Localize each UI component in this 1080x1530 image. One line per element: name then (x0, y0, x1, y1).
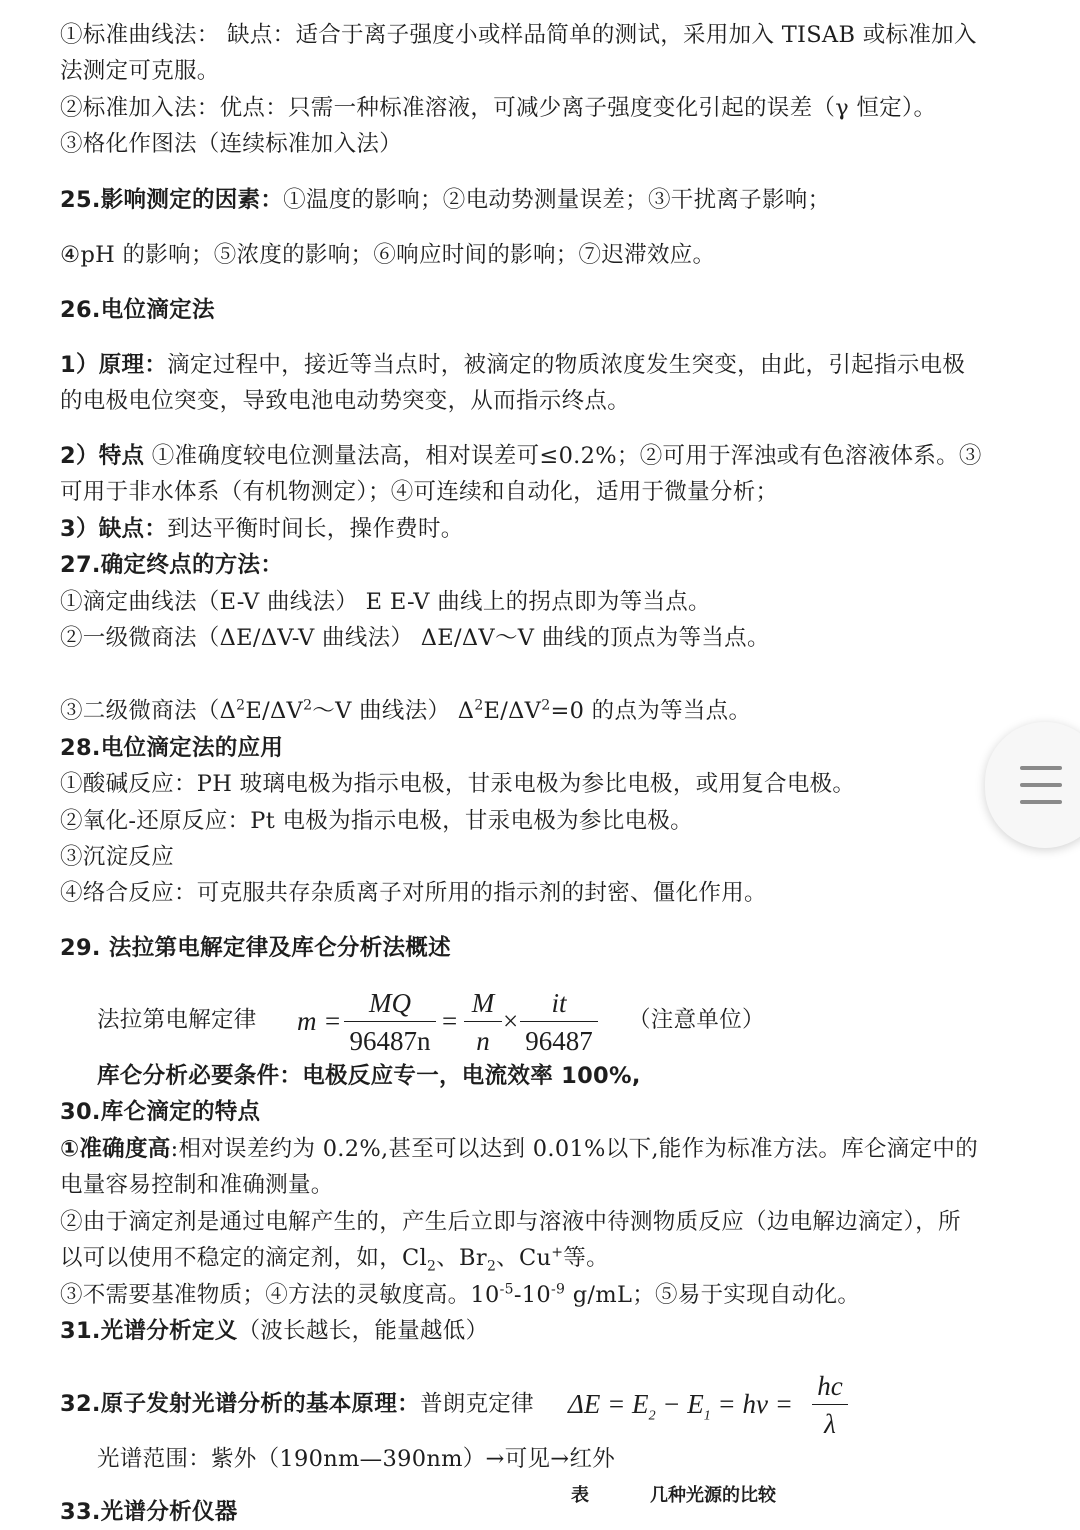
label: 1）原理： (60, 352, 168, 378)
menu-icon-bar (1020, 800, 1062, 804)
denominator: λ (824, 1409, 836, 1439)
heading-text: 30.库仑滴定的特点 (60, 1099, 261, 1125)
section-heading (60, 730, 283, 766)
text-line (60, 1131, 978, 1167)
fraction-it (520, 985, 598, 1060)
coulometry-condition (97, 1058, 641, 1094)
paragraph-drawbacks (60, 511, 464, 547)
text-line: ③不需要基准物质；④方法的灵敏度高。$10^{-5}-10^{-9}$ g/mL；⑤易于实现自动化。 (60, 1281, 861, 1308)
text: ①准确度较电位测量法高，相对误差可≤0.2%；②可用于浑浊或有色溶液体系。③ (144, 443, 982, 469)
text-line: ③沉淀反应 (60, 844, 175, 870)
section-heading (60, 1494, 238, 1530)
section-heading (60, 930, 451, 966)
section-32 (60, 1386, 534, 1422)
text: ①温度的影响；②电动势测量误差；③干扰离子影响； (283, 187, 831, 213)
label: 3）缺点： (60, 516, 168, 542)
menu-icon-bar (1020, 783, 1062, 787)
text-line: 可用于非水体系（有机物测定）；④可连续和自动化，适用于微量分析； (60, 479, 779, 505)
section-heading (60, 547, 283, 583)
text-line: ①酸碱反应：PH 玻璃电极为指示电极，甘汞电极为参比电极，或用复合电极。 (60, 771, 856, 797)
fraction-hc-lambda (812, 1368, 848, 1443)
text: 到达平衡时间长，操作费时。 (167, 516, 464, 542)
denominator: 96487n (349, 1026, 431, 1056)
section-heading (60, 292, 215, 328)
formula-note: （注意单位） (628, 1007, 765, 1033)
section-heading: 25.影响测定的因素： (60, 187, 284, 213)
text: 普朗克定律 (419, 1391, 534, 1417)
fraction-mq (344, 985, 436, 1060)
section-heading: 31.光谱分析定义 (60, 1318, 238, 1344)
denominator: 96487 (525, 1026, 593, 1056)
numerator: it (520, 985, 598, 1022)
text-line: 法测定可克服。 (60, 58, 220, 84)
text: :相对误差约为 0.2%,甚至可以达到 0.01%以下,能作为标准方法。库仑滴定中的 (170, 1136, 978, 1162)
numerator: M (464, 985, 502, 1022)
text-line: 以可以使用不稳定的滴定剂，如，$Cl_2$、$Br_2$、Cu+等。 (60, 1244, 609, 1275)
fraction-mn (464, 985, 502, 1060)
text-line: ②由于滴定剂是通过电解产生的，产生后立即与溶液中待测物质反应（边电解边滴定），所 (60, 1209, 961, 1235)
heading-text: 33.光谱分析仪器 (60, 1499, 238, 1525)
times-sign: × (503, 1006, 519, 1036)
heading-text: 29. 法拉第电解定律及库仑分析法概述 (60, 935, 451, 961)
text-line: ③二级微商法（$\Delta^2E/\Delta V^2\sim V$ 曲线法） $\Delta^2E/\Delta V^2=0$ 的点为等当点。 (60, 697, 752, 724)
text-line: ②标准加入法：优点：只需一种标准溶液，可减少离子强度变化引起的误差（γ 恒定）。 (60, 95, 937, 121)
text-line: ④pH 的影响；⑤浓度的影响；⑥响应时间的影响；⑦迟滞效应。 (60, 242, 716, 268)
text-line: 电量容易控制和准确测量。 (60, 1172, 334, 1198)
text-line: ②氧化-还原反应：Pt 电极为指示电极，甘汞电极为参比电极。 (60, 808, 693, 834)
text-line: ①标准曲线法： 缺点：适合于离子强度小或样品简单的测试，采用加入 TISAB 或标准加入 (60, 22, 977, 48)
denominator: n (476, 1026, 490, 1056)
section-31 (60, 1313, 488, 1349)
label: 2）特点 (60, 443, 145, 469)
paragraph-principle (60, 347, 965, 383)
text-line: ②一级微商法（ΔE/ΔV-V 曲线法） ΔE/ΔV～V 曲线的顶点为等当点。 (60, 625, 770, 651)
table-label: 表 (571, 1485, 589, 1506)
section-heading: 32.原子发射光谱分析的基本原理： (60, 1391, 420, 1417)
formula-lhs: m = (297, 1006, 342, 1036)
condition-text: 库仑分析必要条件：电极反应专一，电流效率 100%, (97, 1063, 641, 1089)
text-line: ③格化作图法（连续标准加入法） (60, 131, 403, 157)
section-25 (60, 182, 830, 218)
floating-menu-button[interactable] (985, 722, 1080, 848)
text-line: 的电极电位突变，导致电池电动势突变，从而指示终点。 (60, 388, 631, 414)
heading-text: 27.确定终点的方法： (60, 552, 284, 578)
label: ①准确度高 (60, 1136, 171, 1162)
paragraph-features (60, 438, 982, 474)
equals-sign: = (442, 1006, 458, 1036)
section-heading (60, 1094, 260, 1130)
numerator: hc (812, 1368, 848, 1405)
table-title: 几种光源的比较 (650, 1485, 776, 1506)
spectrum-range: 光谱范围：紫外（190nm—390nm）→可见→红外 (97, 1446, 616, 1472)
menu-icon-bar (1020, 766, 1062, 770)
numerator: MQ (344, 985, 436, 1022)
text-line: ①滴定曲线法（E-V 曲线法） E E-V 曲线上的拐点即为等当点。 (60, 589, 711, 615)
heading-text: 26.电位滴定法 (60, 297, 215, 323)
text: 滴定过程中，接近等当点时，被滴定的物质浓度发生突变，由此，引起指示电极 (167, 352, 966, 378)
planck-expression: $\Delta E = E_2 - E_1 = h\nu$ = (568, 1389, 793, 1424)
formula-label: 法拉第电解定律 (97, 1007, 257, 1033)
heading-text: 28.电位滴定法的应用 (60, 735, 284, 761)
text: （波长越长，能量越低） (237, 1318, 489, 1344)
text-line: ④络合反应：可克服共存杂质离子对所用的指示剂的封密、僵化作用。 (60, 880, 767, 906)
